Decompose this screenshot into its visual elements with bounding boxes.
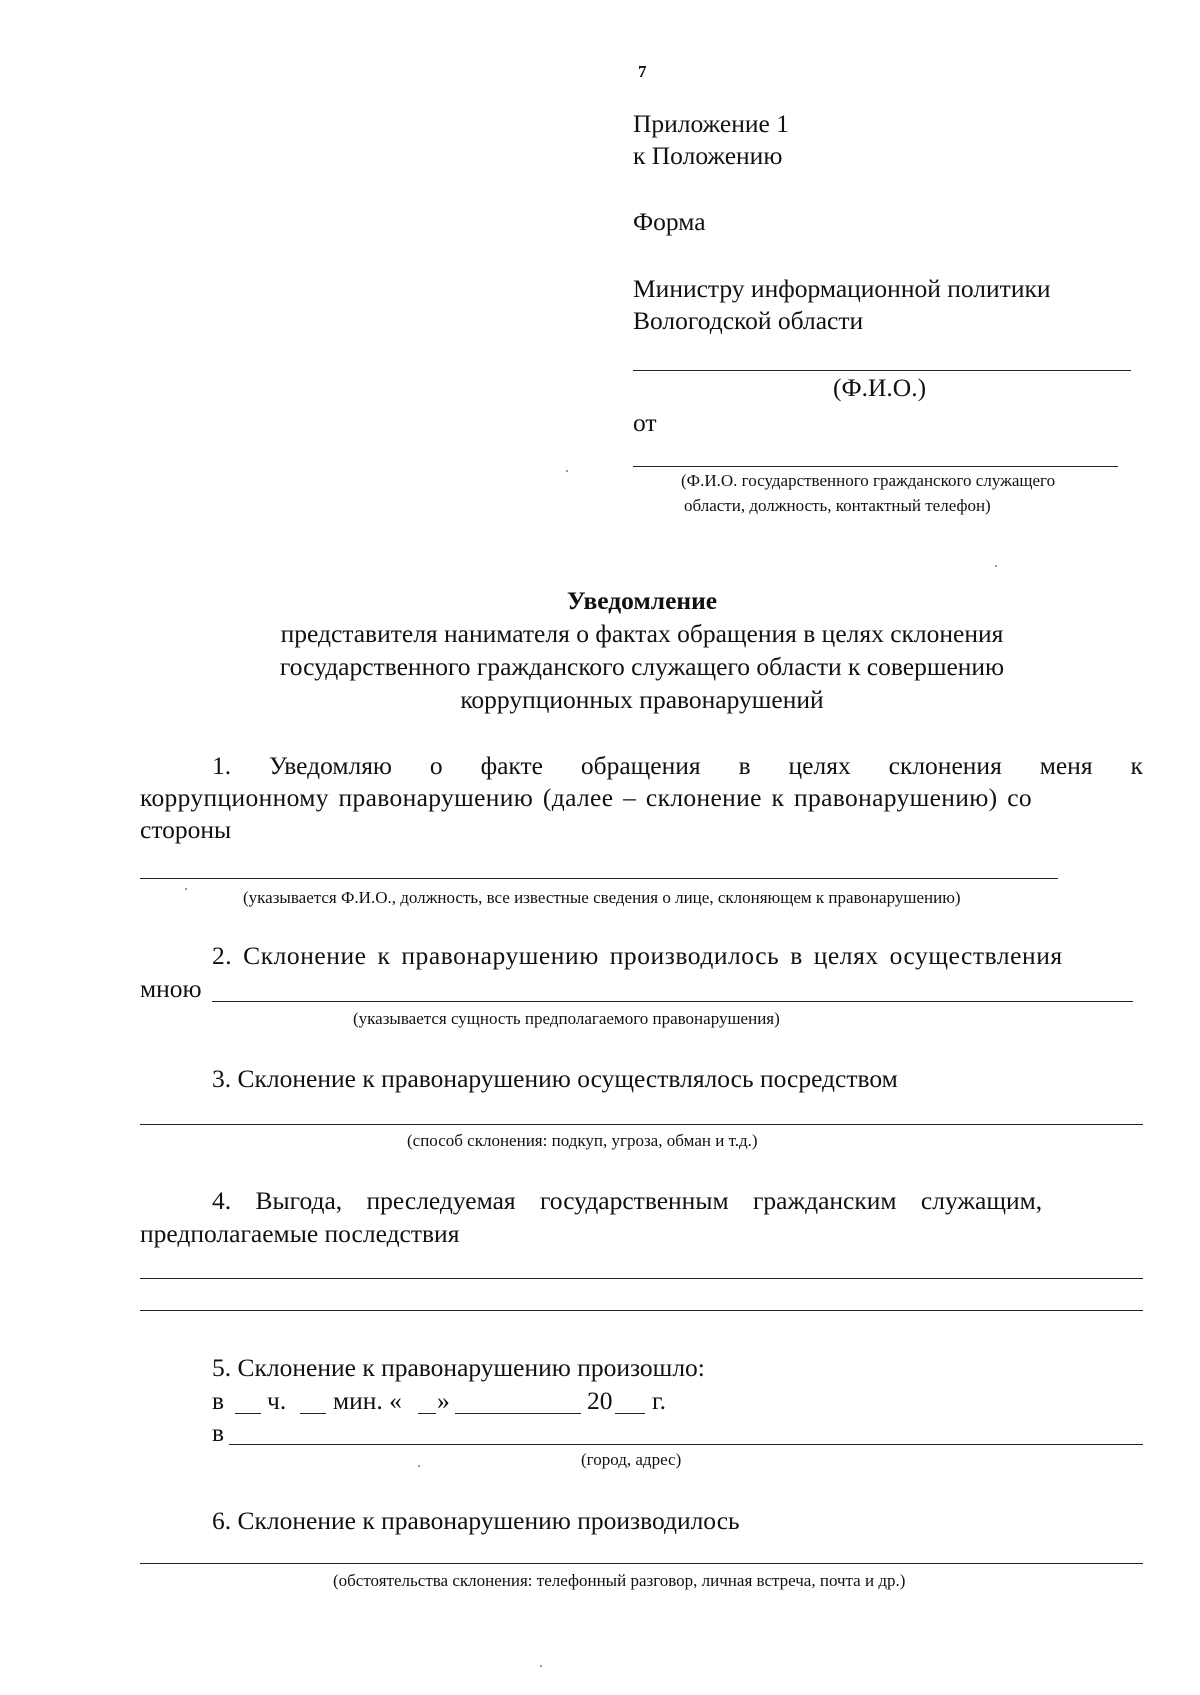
- item-5-line-1: 5. Склонение к правонарушению произошло:: [212, 1353, 705, 1382]
- from-label: от: [633, 408, 657, 437]
- page-number: 7: [638, 62, 647, 81]
- scan-speck: [995, 565, 997, 567]
- sender-line: [633, 466, 1118, 467]
- item-1-word: в: [738, 751, 751, 780]
- item-5-day-blank: [418, 1413, 436, 1414]
- item-5-in-label: в: [212, 1386, 225, 1415]
- item-6-answer-line: [140, 1563, 1143, 1564]
- item-1-word: склонения: [888, 751, 1002, 780]
- item-1-line-3: стороны: [140, 815, 232, 844]
- item-1-answer-line: [140, 878, 1058, 879]
- item-1-word: факте: [480, 751, 543, 780]
- item-1-line-2: [140, 782, 1143, 814]
- item-4-line-2: предполагаемые последствия: [140, 1219, 460, 1248]
- item-5-year-prefix: 20: [587, 1386, 613, 1415]
- item-1-caption: (указывается Ф.И.О., должность, все известные сведения о лице, склоняющем к правонарушению): [243, 888, 961, 907]
- item-4-answer-line-1: [140, 1278, 1143, 1279]
- item-6-caption: (обстоятельства склонения: телефонный разговор, личная встреча, почта и др.): [333, 1571, 906, 1590]
- item-5-place-label: в: [212, 1418, 225, 1447]
- form-label: Форма: [633, 207, 706, 236]
- appendix-line-2: к Положению: [633, 141, 783, 170]
- addressee-fio-line: [633, 370, 1131, 371]
- item-5-place-line: [229, 1444, 1143, 1445]
- fio-caption: (Ф.И.О.): [833, 373, 927, 402]
- item-2-caption: (указывается сущность предполагаемого правонарушения): [353, 1009, 780, 1028]
- item-1-word: 1.: [212, 751, 232, 780]
- item-5-quote-close: »: [437, 1386, 450, 1415]
- item-1-line-1: [212, 750, 1143, 782]
- item-5-month-blank: [455, 1413, 581, 1414]
- item-1-word: Уведомляю: [269, 751, 392, 780]
- item-2-answer-line: [212, 1001, 1133, 1002]
- item-2-line-2: мною: [140, 974, 202, 1003]
- item-5-hours-label: ч.: [267, 1386, 287, 1415]
- item-1-line-2-text: коррупционному правонарушению (далее – склонение к правонарушению) со: [140, 783, 1033, 812]
- item-3-line-1: 3. Склонение к правонарушению осуществлялось посредством: [212, 1064, 898, 1093]
- item-4-line-1: [212, 1185, 1143, 1217]
- item-6-line-1: 6. Склонение к правонарушению производилось: [212, 1506, 740, 1535]
- scan-speck: [566, 470, 568, 472]
- item-5-minutes-label: мин. «: [333, 1386, 402, 1415]
- item-3-caption: (способ склонения: подкуп, угроза, обман и т.д.): [407, 1131, 758, 1150]
- title-subtitle-1: представителя нанимателя о фактах обращения в целях склонения: [280, 619, 1004, 648]
- item-5-minutes-blank: [300, 1413, 326, 1414]
- item-2-line-1: 2. Склонение к правонарушению производилось в целях осуществления: [212, 941, 1063, 970]
- item-5-year-blank: [615, 1413, 645, 1414]
- item-4-line-1-text: 4. Выгода, преследуемая государственным гражданским служащим,: [212, 1186, 1043, 1215]
- addressee-line-2: Вологодской области: [633, 306, 864, 335]
- item-1-word: меня: [1039, 751, 1093, 780]
- sender-caption-line-2: области, должность, контактный телефон): [684, 496, 991, 515]
- item-4-answer-line-2: [140, 1310, 1143, 1311]
- item-1-word: к: [1130, 751, 1143, 780]
- item-5-year-suffix: г.: [652, 1386, 666, 1415]
- title-subtitle-3: коррупционных правонарушений: [460, 685, 824, 714]
- title-subtitle-2: государственного гражданского служащего области к совершению: [279, 652, 1005, 681]
- addressee-line-1: Министру информационной политики: [633, 274, 1051, 303]
- item-1-word: обращения: [580, 751, 701, 780]
- item-5-hours-blank: [235, 1413, 261, 1414]
- item-1-word: целях: [788, 751, 851, 780]
- item-3-answer-line: [140, 1124, 1143, 1125]
- title-heading: Уведомление: [566, 586, 718, 615]
- sender-caption-line-1: (Ф.И.О. государственного гражданского служащего: [681, 471, 1056, 490]
- scan-speck: [418, 1465, 420, 1467]
- item-1-word: о: [429, 751, 443, 780]
- appendix-line-1: Приложение 1: [633, 109, 789, 138]
- scan-speck: [185, 888, 187, 890]
- scan-speck: [540, 1665, 542, 1667]
- item-5-caption: (город, адрес): [581, 1450, 682, 1469]
